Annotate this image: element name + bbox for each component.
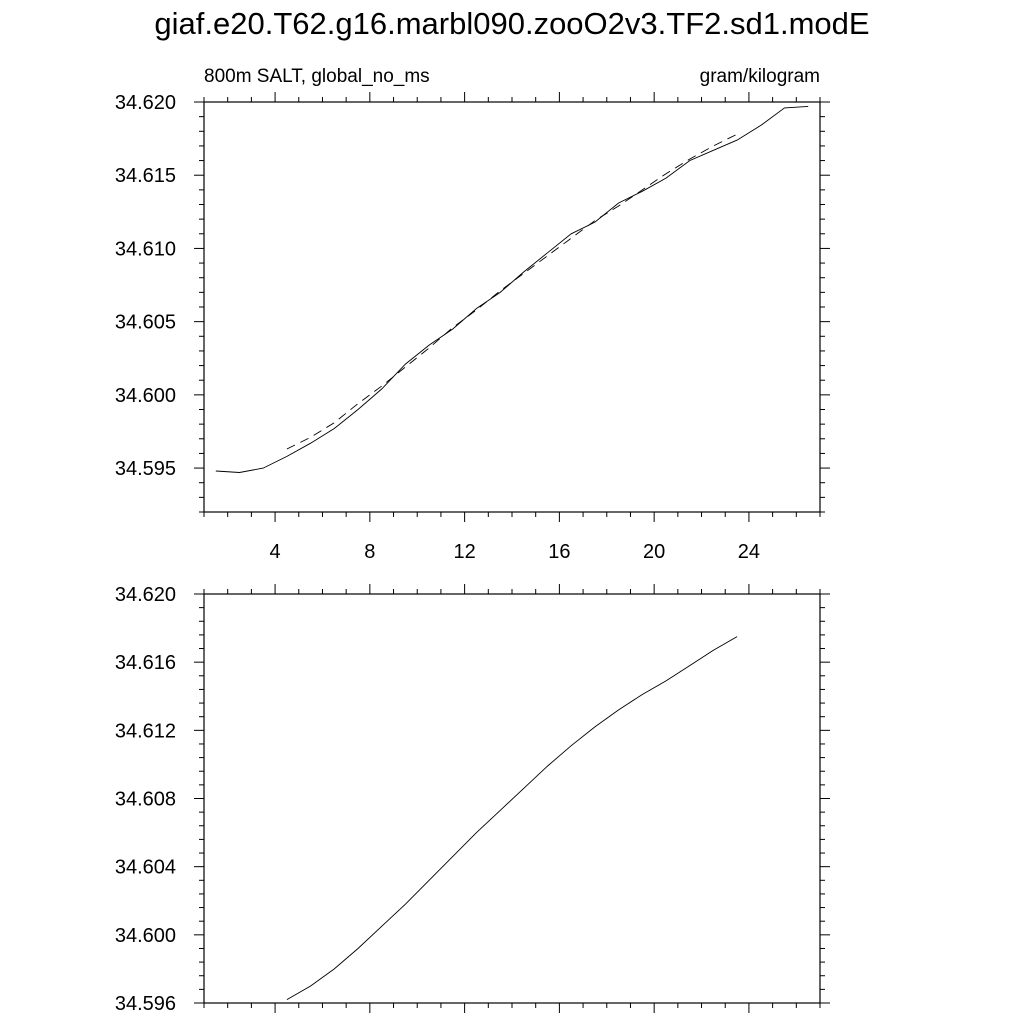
bottom-series-solid-line xyxy=(287,637,737,1000)
top-y-tick-label: 34.620 xyxy=(114,92,176,114)
bottom-y-tick-label: 34.620 xyxy=(114,584,176,606)
top-x-tick-label: 12 xyxy=(453,541,476,563)
bottom-y-tick-label: 34.604 xyxy=(114,856,176,879)
top-y-tick-label: 34.610 xyxy=(114,238,176,261)
top-series-solid-line xyxy=(216,106,808,472)
bottom-panel xyxy=(115,584,830,1015)
top-plot-frame xyxy=(204,102,820,512)
top-right-subtitle: gram/kilogram xyxy=(699,66,820,87)
top-series-dashed-line xyxy=(287,134,737,449)
top-y-tick-label: 34.595 xyxy=(114,458,176,481)
top-y-tick-label: 34.615 xyxy=(114,165,176,188)
top-panel xyxy=(115,66,830,563)
top-x-tick-label: 8 xyxy=(364,541,376,563)
main-title: giaf.e20.T62.g16.marbl090.zooO2v3.TF2.sd1.modE xyxy=(154,6,870,41)
top-left-subtitle: 800m SALT, global_no_ms xyxy=(204,66,430,87)
top-x-tick-label: 16 xyxy=(548,541,571,563)
top-x-tick-label: 24 xyxy=(737,541,761,563)
bottom-plot-frame xyxy=(204,594,820,1003)
top-y-tick-label: 34.605 xyxy=(114,311,176,334)
bottom-y-tick-label: 34.612 xyxy=(114,720,176,743)
bottom-y-tick-label: 34.616 xyxy=(114,652,176,675)
top-y-tick-label: 34.600 xyxy=(114,384,176,407)
bottom-y-tick-label: 34.596 xyxy=(114,993,176,1015)
bottom-y-tick-label: 34.608 xyxy=(114,788,176,811)
top-x-tick-label: 20 xyxy=(643,541,666,563)
top-x-tick-label: 4 xyxy=(269,541,281,563)
bottom-y-tick-label: 34.600 xyxy=(114,924,176,947)
